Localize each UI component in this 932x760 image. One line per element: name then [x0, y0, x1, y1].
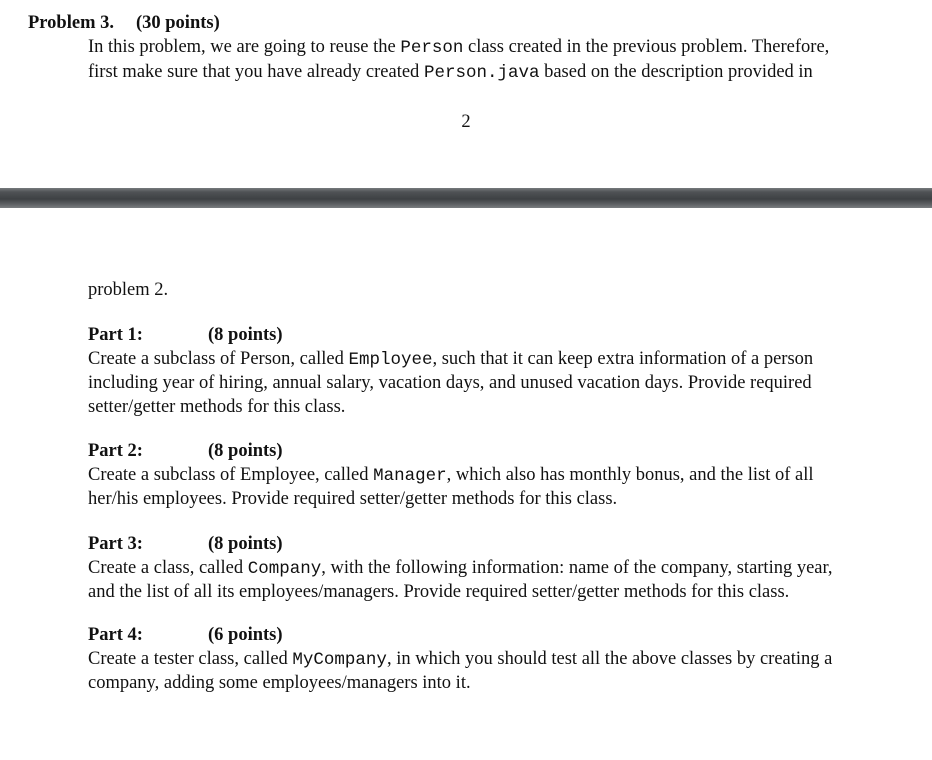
problem-label: Problem 3. [28, 13, 114, 33]
intro-text: first make sure that you have already created [88, 61, 424, 82]
page-number: 2 [461, 112, 471, 132]
problem-intro [88, 36, 918, 85]
part-text: her/his employees. Provide required setter/getter methods for this class. [88, 489, 618, 509]
part-label: Part 3: [88, 534, 143, 554]
part-label: Part 2: [88, 441, 143, 461]
problem-heading [28, 12, 220, 36]
part-text: Create a subclass of Person, called [88, 348, 349, 369]
part-body [88, 348, 918, 420]
part-points: (6 points) [208, 625, 283, 645]
intro-text: based on the description provided in [539, 61, 813, 82]
intro-text: class created in the previous problem. Therefore, [463, 37, 830, 57]
part-heading [88, 440, 918, 464]
part-code-mycompany: MyCompany [292, 649, 387, 670]
intro-continuation: problem 2. [88, 280, 169, 300]
intro-code-person-java: Person.java [423, 62, 540, 83]
part-text: Create a class, called [88, 557, 248, 578]
intro-code-person: Person [400, 38, 464, 58]
part-label: Part 4: [88, 625, 143, 645]
part-body [88, 648, 918, 696]
part-code-employee: Employee [348, 349, 433, 370]
part-4 [88, 624, 918, 696]
part-text: Create a subclass of Employee, called [88, 464, 374, 485]
part-body [88, 464, 918, 512]
part-text: setter/getter methods for this class. [88, 396, 346, 417]
part-text: , which also has monthly bonus, and the list of all [446, 464, 814, 485]
part-text: , in which you should test all the above classes by creating a [386, 648, 833, 669]
part-code-manager: Manager [373, 465, 447, 486]
part-label: Part 1: [88, 325, 143, 345]
part-2 [88, 440, 918, 512]
part-heading [88, 324, 918, 348]
part-text: , with the following information: name of the company, starting year, [321, 557, 833, 578]
part-text: including year of hiring, annual salary, vacation days, and unused vacation days. Provide required [88, 373, 812, 393]
part-3 [88, 533, 918, 605]
part-code-company: Company [247, 558, 322, 579]
part-text: company, adding some employees/managers into it. [88, 673, 471, 693]
page-break-divider [0, 188, 932, 208]
part-points: (8 points) [208, 534, 283, 554]
part-body [88, 557, 918, 605]
part-text: , such that it can keep extra information of a person [432, 348, 814, 369]
part-points: (8 points) [208, 325, 283, 345]
part-text: and the list of all its employees/managers. Provide required setter/getter methods for this class. [88, 582, 790, 602]
part-heading [88, 624, 918, 648]
problem-points: (30 points) [135, 13, 220, 33]
part-text: Create a tester class, called [88, 648, 293, 669]
part-heading [88, 533, 918, 557]
part-1 [88, 324, 918, 419]
part-points: (8 points) [208, 441, 283, 461]
intro-text: In this problem, we are going to reuse the [88, 37, 401, 57]
